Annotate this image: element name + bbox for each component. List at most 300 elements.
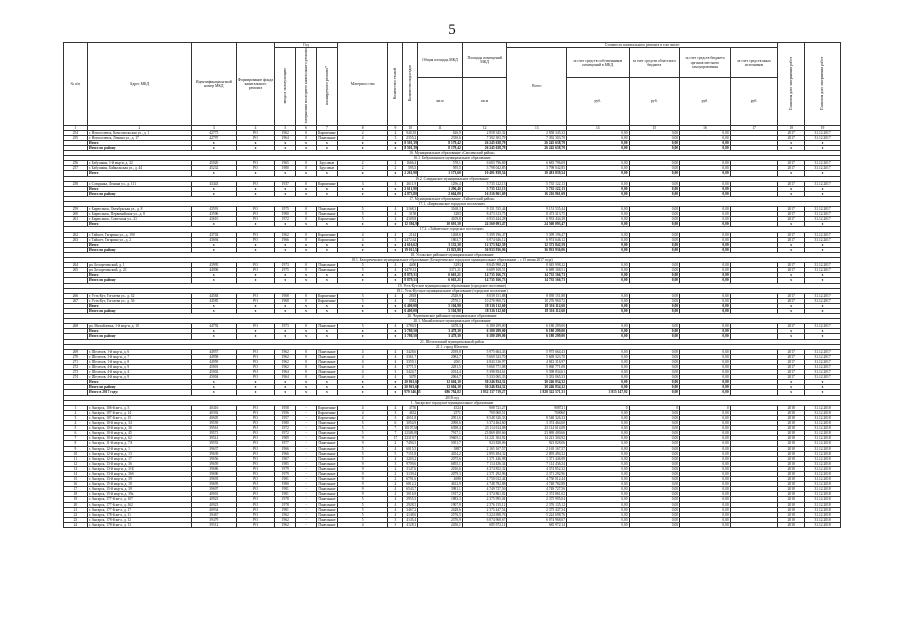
table-cell: 0,00 [567,410,630,415]
table-cell: г. Новосолевск, Ленина ул., д. 17 [87,135,191,140]
table-cell: 0,00 [629,365,680,370]
table-cell: 0,00 [567,324,630,329]
unit: руб. [567,78,630,125]
table-body [64,125,841,527]
table-cell: 8 473 313,75 [462,212,507,217]
table-cell: 31.12.2018 [805,471,841,476]
col-header: за счет средств бюджета органов местного самоуправления [680,48,731,78]
table-cell: 4 748 782,88 [507,482,567,487]
table-cell: х [275,186,296,191]
table-cell: 18 316 112,60 [507,308,567,313]
table-cell: 23 114 614,08 [462,426,507,431]
table-cell: 4 [388,354,403,359]
table-cell: 5 [337,263,388,268]
table-cell: х [805,242,841,247]
col-header: Площадь помещений МКД [462,43,507,78]
table-cell: 18 316 112,60 [462,303,507,308]
table-cell: х [192,303,237,308]
table-cell: х [778,308,805,313]
table-cell: 1666,4 [403,161,418,166]
table-cell: 31.12.2018 [805,497,841,502]
table-cell: 4 [388,405,403,410]
table-cell: 5 [337,207,388,212]
table-cell: 2018 [778,410,805,415]
table-cell: 0,00 [567,263,630,268]
table-cell: х [805,329,841,334]
table-cell: 6 933 444,28 [507,217,567,222]
table-cell: х [778,191,805,196]
table-cell: 39512 [192,436,237,441]
table-cell: - [296,436,317,441]
table-cell: 0,00 [680,145,731,150]
table-cell: 1268,6 [418,232,463,237]
table-cell: 0,00 [680,242,731,247]
table-cell: 39637 [192,446,237,451]
table-cell: 700 060,51 [462,410,507,415]
table-cell: 9 [337,477,388,482]
table-cell: 2 165 167,57 [462,446,507,451]
table-cell: 2 375 447,54 [462,507,507,512]
table-cell: 5 399 196,47 [462,232,507,237]
table-cell: 0,00 [567,431,630,436]
table-cell: Панельные [318,441,336,446]
table-cell: х [337,273,388,278]
table-cell: 0,00 [680,130,731,135]
table-cell: х [337,303,388,308]
table-cell: 45232 [192,166,237,171]
table-cell: 2039,8 [418,349,463,354]
table-cell: 42797 [192,135,237,140]
table-cell: г. Ангарск, 15-й мкр-н, д. 39а [87,492,191,497]
column-number: 13 [507,125,567,130]
table-cell: 1962 [275,512,296,517]
table-cell: - [296,477,317,482]
table-cell: 31.12.2018 [805,461,841,466]
table-cell: х [296,222,317,227]
table-cell: 0,00 [567,492,630,497]
table-cell: 26 245 638,79 [462,145,507,150]
table-cell: х [236,278,275,283]
table-cell: 3 [337,181,388,186]
table-cell: 3981,1 [418,487,463,492]
table-row [64,522,841,527]
table-cell: х [192,140,237,145]
table-cell: г. Бирюсинск, Советская ул., 21 [87,217,191,222]
table-cell: 5 [337,268,388,273]
table-cell: 20 [64,502,88,507]
table-cell: 6 663,21 [418,273,463,278]
table-cell: 2144 [403,232,418,237]
table-cell: 2 895 494,32 [507,451,567,456]
table-cell: 2 [388,130,403,135]
table-cell: 0,00 [567,436,630,441]
table-cell: 0,00 [680,207,731,212]
column-number: 1 [64,125,88,130]
table-cell: РО [236,207,275,212]
table-cell: 2018 [778,512,805,517]
table-cell: 22 [64,512,88,517]
table-cell: 13 823,80 [418,247,463,252]
table-cell: 31.12.2017 [805,298,841,303]
table-cell: 40923 [192,497,237,502]
table-cell: х [337,222,388,227]
table-cell: 0,00 [680,171,731,176]
table-cell: х [275,278,296,283]
table-cell: рп. Белореченский, д. 1 [87,263,191,268]
table-cell: 26 245 638,79 [507,145,567,150]
table-cell: г. Тайшет, Гагарина ул., д. 2 [87,237,191,242]
table-cell: - [296,451,317,456]
table-cell: Итого в 2017 году: [87,390,191,395]
table-cell: 2428,6 [418,507,463,512]
table-cell: г. Бабушкин, Байкальская ул., д. 44 [87,166,191,171]
table-cell: 3424,7 [403,370,418,375]
table-cell: 9 [337,466,388,471]
table-cell: 0,00 [629,232,680,237]
col-header: Формирование фонда капитального ремонта [236,43,275,126]
table-cell: 0,00 [567,186,630,191]
table-cell: 1968 [275,298,296,303]
table-cell: РО [236,166,275,171]
table-cell: 23 869 400,66 [507,431,567,436]
table-cell: 20 861,60 [404,385,419,390]
table-cell: 2017 [778,370,805,375]
table-cell: 31.12.2018 [805,446,841,451]
table-cell: 8 473 313,75 [507,212,567,217]
table-cell: х [275,145,296,150]
table-cell: 1980 [275,421,296,426]
table-cell: 0,00 [567,517,630,522]
table-cell: 0,00 [567,293,630,298]
table-cell: 39467 [192,512,237,517]
table-cell: 8 501,39 [404,145,417,150]
table-cell: 1966 [275,446,296,451]
table-cell: 1979 [275,466,296,471]
table-cell: 2018 [778,431,805,436]
table-cell: 4 [388,487,403,492]
table-cell: Панельные [318,354,336,359]
table-cell: 39693 [192,477,237,482]
table-cell: х [296,273,317,278]
table-cell: 0,00 [629,441,680,446]
table-cell: 263 [64,237,88,242]
table-cell: г. Шелехов, 4-й мкр-н, д. 9 [87,365,191,370]
table-cell: х [337,334,388,339]
table-cell: х [805,303,841,308]
table-cell: г. Ангарск, 13-й мкр-н, д. 36б [87,471,191,476]
table-cell: 1965 [275,161,296,166]
table-cell: 2 611,90 [404,186,417,191]
table-cell: 4 [388,497,403,502]
table-cell: РО [236,456,275,461]
table-cell: Панельные [318,522,336,527]
table-cell: 3478,3 [418,324,463,329]
table-cell: 2017 [778,237,805,242]
table-cell: 0,00 [680,359,731,364]
table-cell: х [388,140,403,145]
table-cell: 5 [337,324,388,329]
table-cell: х [805,140,841,145]
table-cell: 1966 [275,451,296,456]
table-cell [730,522,778,527]
table-cell: РО [236,375,275,380]
table-cell: 31.12.2018 [805,451,841,456]
table-cell: Панельные [318,375,336,380]
table-cell: 3467,2 [403,507,418,512]
table-cell: х [388,273,403,278]
table-cell: х [275,273,296,278]
table-cell: х [778,242,805,247]
table-cell: 40416 [192,405,237,410]
table-cell: 31.12.2017 [805,375,841,380]
table-cell: Кирпичные [318,130,336,135]
table-cell: 4 [337,522,388,527]
table-cell: 0,00 [629,446,680,451]
table-cell: г. Ангарск, 13-й мкр-н, д. 31Б [87,466,191,471]
table-cell: Панельные [318,492,336,497]
table-cell: 2017 [778,135,805,140]
table-cell: 0,00 [680,497,731,502]
table-cell: 685 972,14 [507,522,567,527]
table-cell: 40923 [192,502,237,507]
table-cell: х [778,303,805,308]
table-cell: 0,00 [567,502,630,507]
table-cell: 0,00 [629,324,680,329]
table-cell: Кирпичные [318,410,336,415]
table-cell: 0,00 [629,517,680,522]
table-cell: 0,00 [680,217,731,222]
table-cell: 0,00 [680,161,731,166]
table-cell: Итого по району [87,145,191,150]
table-cell: х [805,191,841,196]
table-cell: 23 114 614,08 [507,426,567,431]
table-cell: х [388,145,403,150]
table-cell: 0,00 [629,415,680,420]
table-cell: 31.12.2017 [805,161,841,166]
table-cell: 0,00 [567,329,630,334]
table-cell: 2 858 345,32 [507,130,567,135]
table-cell: Панельные [318,471,336,476]
column-number: 12 [462,125,507,130]
table-cell: 6 180 299,00 [507,334,567,339]
table-cell: 2281,5 [418,365,463,370]
table-cell: 36 933 936,06 [462,247,507,252]
table-cell: г. Ангарск, 177-й кв-л, д. 17 [87,507,191,512]
table-cell: г. Ангарск, 10-й мкр-н, д. 45 [87,431,191,436]
table-cell: 2 375 995,04 [507,497,567,502]
table-cell: 2018 [778,415,805,420]
table-cell: 43443 [192,181,237,186]
table-cell: Панельные [318,517,336,522]
table-cell: Кирпичные [318,293,336,298]
table-cell: 2017 [778,212,805,217]
table-cell: 1964 [275,370,296,375]
table-cell: 2017 [778,166,805,171]
table-cell: 31.12.2018 [805,517,841,522]
table-cell: 2376,9 [418,517,463,522]
table-cell: х [337,186,388,191]
table-cell: 6 180 299,00 [462,334,507,339]
table-cell: 39656 [192,456,237,461]
table-cell: х [296,380,317,385]
table-cell: 0,00 [567,354,630,359]
table-cell: 12 373 842,59 [462,242,507,247]
table-cell: 39555 [192,441,237,446]
table-cell: 2017 [778,181,805,186]
table-cell: 4 748 782,88 [462,482,507,487]
table-cell: х [388,308,403,313]
table-cell: 4 374 852,32 [462,466,507,471]
table-cell: г. Бирюсинск, Первомайская ул., д. 8 [87,212,191,217]
unit: руб. [680,78,731,125]
table-cell: Итого по району [87,308,191,313]
table-cell: 0 [296,354,317,359]
table-cell: Панельные [318,212,336,217]
table-cell: 3 780,50 [404,329,417,334]
table-cell: Панельные [318,487,336,492]
table-cell: 31.12.2017 [805,365,841,370]
table-cell: 43610 [192,217,237,222]
table-cell: - [296,482,317,487]
table-cell: 3 [388,522,403,527]
table-cell: 3 374 464,60 [462,421,507,426]
table-cell: х [337,385,388,390]
table-cell: 5 [337,446,388,451]
table-cell: г. Бирюсинск, Октябрьская ул., д. 8 [87,207,191,212]
table-cell: х [296,191,317,196]
table-cell: Панельные [318,456,336,461]
table-cell: 12 394,90 [404,222,419,227]
table-cell: г. Ангарск, 178-й кв-л, д. 12 [87,517,191,522]
table-cell: 1958 [275,405,296,410]
table-cell: Итого по району [87,191,191,196]
table-cell: 1962 [275,517,296,522]
table-cell: 0,00 [629,471,680,476]
table-cell: 2018 [778,421,805,426]
table-cell: Кирпичные [318,181,336,186]
table-cell: 5 [337,421,388,426]
table-cell: 6 [64,431,88,436]
table-cell: 0,00 [567,370,630,375]
table-cell: Панельные [318,431,336,436]
table-cell: Панельные [318,207,336,212]
table-cell: 7494,5 [403,441,418,446]
table-cell: 0,00 [567,497,630,502]
table-cell: 2018 [778,466,805,471]
table-cell: х [296,329,317,334]
table-cell: 16 216 961,69 [507,191,567,196]
table-cell: 44959 [192,359,237,364]
table-cell: 0,00 [680,390,731,395]
table-cell: 6 689 168,51 [462,268,507,273]
table-cell: РО [236,232,275,237]
table-cell: 40934 [192,507,237,512]
table-cell: 26 245 638,79 [507,140,567,145]
table-cell: 4 873,80 [404,191,417,196]
column-number: 18 [778,125,805,130]
table-cell: 44585 [192,298,237,303]
col-header: Идентификацион-ный номер МКД [192,43,237,126]
table-cell: 40001 [192,492,237,497]
table-cell: 31.12.2017 [805,181,841,186]
table-cell: РО [236,135,275,140]
table-cell: х [275,308,296,313]
col-header: ввода в эксплуатацию [275,48,296,125]
table-cell: 0,00 [567,522,630,527]
table-cell: 0 [296,135,317,140]
table-cell: 2017 [778,217,805,222]
table-cell: 7 [64,436,88,441]
table-cell: 0,00 [680,441,731,446]
table-cell: 2 [388,166,403,171]
table-cell: 5 669 323,70 [507,354,567,359]
table-cell: 0,00 [680,421,731,426]
table-cell: РО [236,415,275,420]
table-cell: 0,00 [567,161,630,166]
table-cell: 4 [388,349,403,354]
table-cell: РО [236,502,275,507]
table-cell: х [778,273,805,278]
table-cell: 1956 [275,410,296,415]
table-cell: 0 [296,263,317,268]
table-cell: 4 [388,324,403,329]
table-cell: 12 [64,461,88,466]
table-cell: 31.12.2018 [805,502,841,507]
table-cell: х [236,247,275,252]
table-cell: РО [236,263,275,268]
table-cell: 0,00 [567,191,630,196]
table-cell: 2017 [778,324,805,329]
table-cell: 6 974 646,12 [507,237,567,242]
table-cell: г. Ангарск, 12-й мкр-н, д. 1 [87,446,191,451]
table-cell: 2018 [778,405,805,410]
table-cell: х [236,273,275,278]
table-cell: 0,00 [680,135,731,140]
table-cell: 2017 [778,365,805,370]
table-cell: 2018 [778,451,805,456]
col-header: Адрес МКД [87,43,191,126]
table-cell: 0,00 [680,502,731,507]
table-cell: г. Новосолевск, Комсомольская ул., д. 1 [87,130,191,135]
table-cell: 2576,5 [418,512,463,517]
table-cell: 3 374 464,60 [507,421,567,426]
table-cell: 5 333 065,33 [507,375,567,380]
table-cell: х [316,222,337,227]
table-cell: 4651,8 [403,415,418,420]
section-title: 18. Усольское районное муниципальное образование [64,252,841,257]
table-cell: 2 [337,161,388,166]
table-cell: 0,00 [680,334,731,339]
table-cell: 0,00 [629,191,680,196]
table-cell: 0,00 [629,431,680,436]
column-number: 3 [192,125,237,130]
table-cell: 2 [337,166,388,171]
table-cell: 0,00 [629,349,680,354]
table-cell: 0,00 [567,232,630,237]
table-cell: 3158 [403,212,418,217]
table-cell: 0,00 [680,522,731,527]
table-cell: 1962 [275,359,296,364]
table-cell: г. Ангарск, 107-й кв-л, д. 15 [87,415,191,420]
table-cell: РО [236,446,275,451]
table-cell: 700060 [507,410,567,415]
table-cell: 6 689 168,51 [507,268,567,273]
table-cell: 595,5 [418,166,463,171]
table-cell: 5 975 664,43 [507,349,567,354]
table-cell: 39561 [192,426,237,431]
table-cell: 4400 [403,263,418,268]
table-cell: 44584 [192,293,237,298]
